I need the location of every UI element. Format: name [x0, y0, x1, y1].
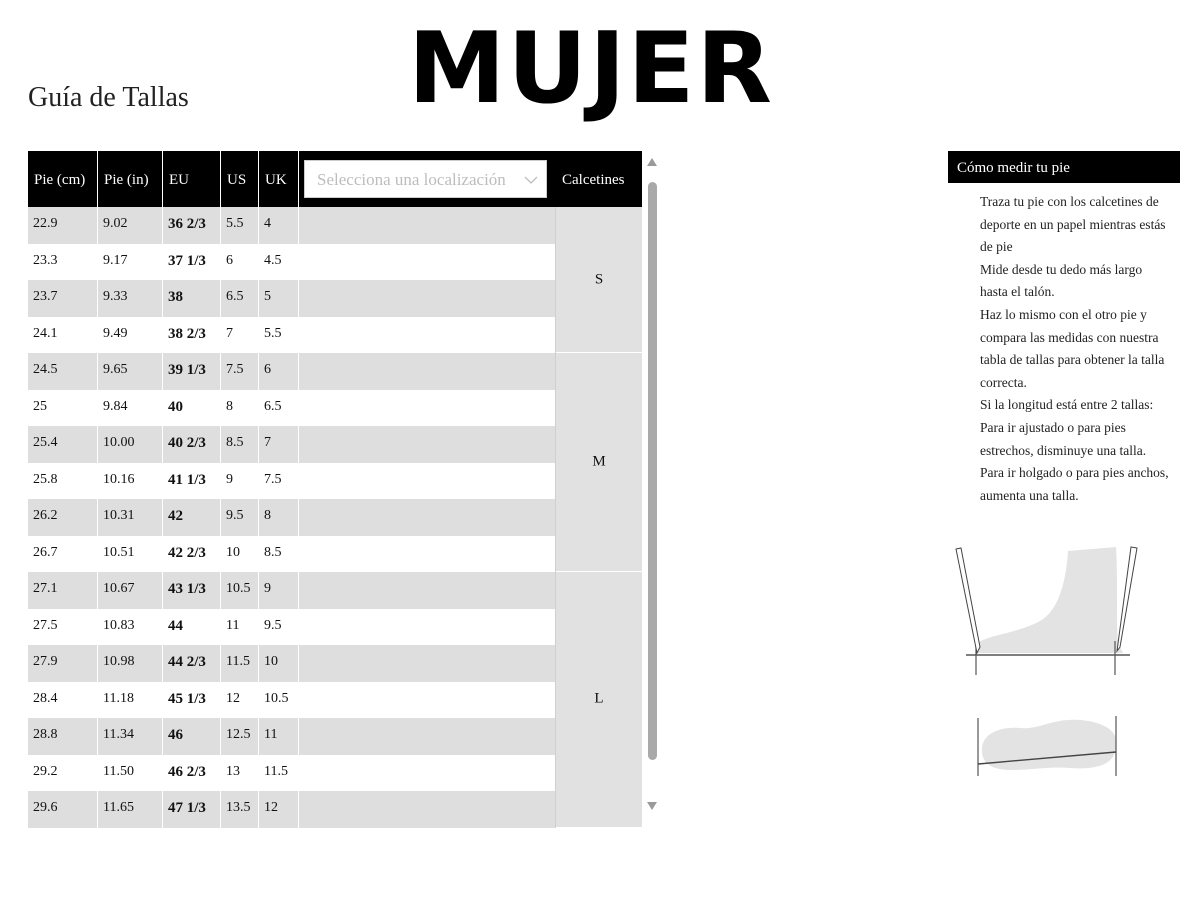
cell-localized-size — [299, 609, 556, 646]
how-to-measure-text — [948, 183, 1180, 507]
cell-in: 10.98 — [98, 645, 163, 682]
cell-in: 10.83 — [98, 609, 163, 646]
how-to-measure-title: Cómo medir tu pie — [948, 151, 1180, 183]
sock-size-label: L — [594, 690, 604, 707]
table-row — [28, 682, 556, 719]
location-select-placeholder: Selecciona una localización — [317, 170, 506, 189]
cell-localized-size — [299, 682, 556, 719]
instruction-line: tabla de tallas para obtener la talla — [980, 352, 1165, 368]
table-row — [28, 755, 556, 792]
instruction-line: estrechos, disminuye una talla. — [980, 442, 1147, 458]
instruction-line: deporte en un papel mientras estás — [980, 216, 1166, 232]
table-row — [28, 645, 556, 682]
header-cm: Pie (cm) — [28, 151, 98, 207]
table-row — [28, 609, 556, 646]
cell-in: 10.67 — [98, 572, 163, 609]
cell-cm: 27.9 — [28, 645, 98, 682]
cell-us: 8 — [221, 390, 259, 427]
scrollbar-thumb[interactable] — [648, 182, 657, 760]
cell-localized-size — [299, 280, 556, 317]
table-row — [28, 390, 556, 427]
cell-us: 13 — [221, 755, 259, 792]
sock-size-group — [556, 353, 642, 572]
cell-us: 7.5 — [221, 353, 259, 390]
cell-eu: 38 2/3 — [163, 317, 221, 354]
cell-eu: 40 — [163, 390, 221, 427]
cell-cm: 24.5 — [28, 353, 98, 390]
chevron-down-icon — [524, 173, 538, 187]
location-select[interactable] — [304, 160, 547, 198]
cell-cm: 28.8 — [28, 718, 98, 755]
cell-localized-size — [299, 390, 556, 427]
page-title: MUJER — [408, 12, 774, 126]
cell-us: 5.5 — [221, 207, 259, 244]
cell-in: 9.02 — [98, 207, 163, 244]
table-row — [28, 536, 556, 573]
cell-eu: 47 1/3 — [163, 791, 221, 828]
cell-eu: 36 2/3 — [163, 207, 221, 244]
cell-cm: 23.7 — [28, 280, 98, 317]
sock-size-label: M — [592, 453, 606, 470]
table-row — [28, 353, 556, 390]
cell-cm: 25.8 — [28, 463, 98, 500]
instruction-line: de pie — [980, 239, 1013, 255]
foot-side-measure-icon — [948, 543, 1138, 683]
instruction-line: Para ir ajustado o para pies — [980, 419, 1126, 435]
instruction-line: correcta. — [980, 374, 1027, 390]
cell-in: 10.31 — [98, 499, 163, 536]
cell-cm: 22.9 — [28, 207, 98, 244]
cell-us: 6.5 — [221, 280, 259, 317]
table-row — [28, 317, 556, 354]
cell-localized-size — [299, 645, 556, 682]
cell-in: 9.33 — [98, 280, 163, 317]
cell-localized-size — [299, 536, 556, 573]
foot-top-measure-icon — [970, 712, 1122, 782]
header-us: US — [221, 151, 259, 207]
cell-uk: 11.5 — [259, 755, 299, 792]
cell-localized-size — [299, 463, 556, 500]
cell-in: 9.65 — [98, 353, 163, 390]
instruction-line: Traza tu pie con los calcetines de — [980, 194, 1159, 209]
cell-eu: 46 2/3 — [163, 755, 221, 792]
cell-cm: 24.1 — [28, 317, 98, 354]
cell-us: 12.5 — [221, 718, 259, 755]
cell-localized-size — [299, 244, 556, 281]
scroll-up-icon[interactable] — [647, 158, 657, 166]
cell-eu: 43 1/3 — [163, 572, 221, 609]
cell-uk: 6.5 — [259, 390, 299, 427]
cell-uk: 9.5 — [259, 609, 299, 646]
cell-cm: 26.7 — [28, 536, 98, 573]
cell-us: 10 — [221, 536, 259, 573]
table-header — [28, 151, 642, 207]
cell-localized-size — [299, 755, 556, 792]
cell-us: 12 — [221, 682, 259, 719]
cell-localized-size — [299, 207, 556, 244]
cell-uk: 10.5 — [259, 682, 299, 719]
cell-cm: 27.5 — [28, 609, 98, 646]
how-to-measure-panel — [948, 151, 1180, 507]
cell-us: 9.5 — [221, 499, 259, 536]
cell-us: 11 — [221, 609, 259, 646]
table-row — [28, 244, 556, 281]
cell-localized-size — [299, 499, 556, 536]
cell-in: 9.17 — [98, 244, 163, 281]
cell-uk: 4 — [259, 207, 299, 244]
cell-localized-size — [299, 353, 556, 390]
instruction-line: Mide desde tu dedo más largo — [980, 261, 1143, 277]
cell-cm: 25 — [28, 390, 98, 427]
table-row — [28, 718, 556, 755]
cell-in: 11.50 — [98, 755, 163, 792]
table-row — [28, 207, 556, 244]
cell-in: 11.34 — [98, 718, 163, 755]
cell-eu: 42 — [163, 499, 221, 536]
size-guide-title: Guía de Tallas — [28, 82, 189, 113]
instruction-line: compara las medidas con nuestra — [980, 329, 1159, 345]
cell-eu: 42 2/3 — [163, 536, 221, 573]
cell-eu: 40 2/3 — [163, 426, 221, 463]
cell-uk: 12 — [259, 791, 299, 828]
sock-size-group — [556, 207, 642, 353]
cell-us: 7 — [221, 317, 259, 354]
cell-cm: 23.3 — [28, 244, 98, 281]
table-row — [28, 791, 556, 828]
cell-cm: 27.1 — [28, 572, 98, 609]
header-eu: EU — [163, 151, 221, 207]
cell-uk: 10 — [259, 645, 299, 682]
cell-localized-size — [299, 426, 556, 463]
cell-cm: 28.4 — [28, 682, 98, 719]
cell-in: 10.16 — [98, 463, 163, 500]
cell-cm: 26.2 — [28, 499, 98, 536]
cell-in: 9.84 — [98, 390, 163, 427]
instruction-line: Si la longitud está entre 2 tallas: — [980, 397, 1154, 413]
cell-uk: 9 — [259, 572, 299, 609]
cell-us: 9 — [221, 463, 259, 500]
cell-us: 6 — [221, 244, 259, 281]
cell-us: 13.5 — [221, 791, 259, 828]
scroll-down-icon[interactable] — [647, 802, 657, 810]
cell-eu: 46 — [163, 718, 221, 755]
cell-in: 10.00 — [98, 426, 163, 463]
cell-eu: 44 2/3 — [163, 645, 221, 682]
instruction-line: Para ir holgado o para pies anchos, — [980, 465, 1169, 481]
cell-uk: 8 — [259, 499, 299, 536]
instruction-line: aumenta una talla. — [980, 487, 1079, 503]
cell-uk: 7 — [259, 426, 299, 463]
cell-uk: 5 — [259, 280, 299, 317]
cell-cm: 29.6 — [28, 791, 98, 828]
cell-eu: 41 1/3 — [163, 463, 221, 500]
cell-us: 11.5 — [221, 645, 259, 682]
cell-uk: 5.5 — [259, 317, 299, 354]
cell-localized-size — [299, 572, 556, 609]
table-scrollbar[interactable] — [644, 152, 660, 816]
cell-in: 9.49 — [98, 317, 163, 354]
cell-eu: 37 1/3 — [163, 244, 221, 281]
cell-in: 11.18 — [98, 682, 163, 719]
table-row — [28, 499, 556, 536]
cell-localized-size — [299, 718, 556, 755]
header-socks: Calcetines — [562, 172, 625, 188]
cell-uk: 8.5 — [259, 536, 299, 573]
cell-eu: 39 1/3 — [163, 353, 221, 390]
cell-eu: 45 1/3 — [163, 682, 221, 719]
cell-uk: 6 — [259, 353, 299, 390]
table-body — [28, 207, 556, 828]
cell-cm: 29.2 — [28, 755, 98, 792]
cell-localized-size — [299, 317, 556, 354]
size-table — [28, 151, 642, 817]
cell-uk: 4.5 — [259, 244, 299, 281]
table-row — [28, 280, 556, 317]
cell-in: 10.51 — [98, 536, 163, 573]
sock-size-label: S — [594, 271, 604, 287]
cell-uk: 11 — [259, 718, 299, 755]
table-row — [28, 572, 556, 609]
cell-us: 10.5 — [221, 572, 259, 609]
cell-uk: 7.5 — [259, 463, 299, 500]
cell-us: 8.5 — [221, 426, 259, 463]
instruction-line: hasta el talón. — [980, 284, 1055, 300]
cell-cm: 25.4 — [28, 426, 98, 463]
instruction-line: Haz lo mismo con el otro pie y — [980, 306, 1147, 322]
cell-eu: 38 — [163, 280, 221, 317]
header-in: Pie (in) — [98, 151, 163, 207]
cell-in: 11.65 — [98, 791, 163, 828]
table-row — [28, 426, 556, 463]
cell-localized-size — [299, 791, 556, 828]
header-uk: UK — [259, 151, 299, 207]
table-row — [28, 463, 556, 500]
sock-size-group — [556, 572, 642, 828]
cell-eu: 44 — [163, 609, 221, 646]
